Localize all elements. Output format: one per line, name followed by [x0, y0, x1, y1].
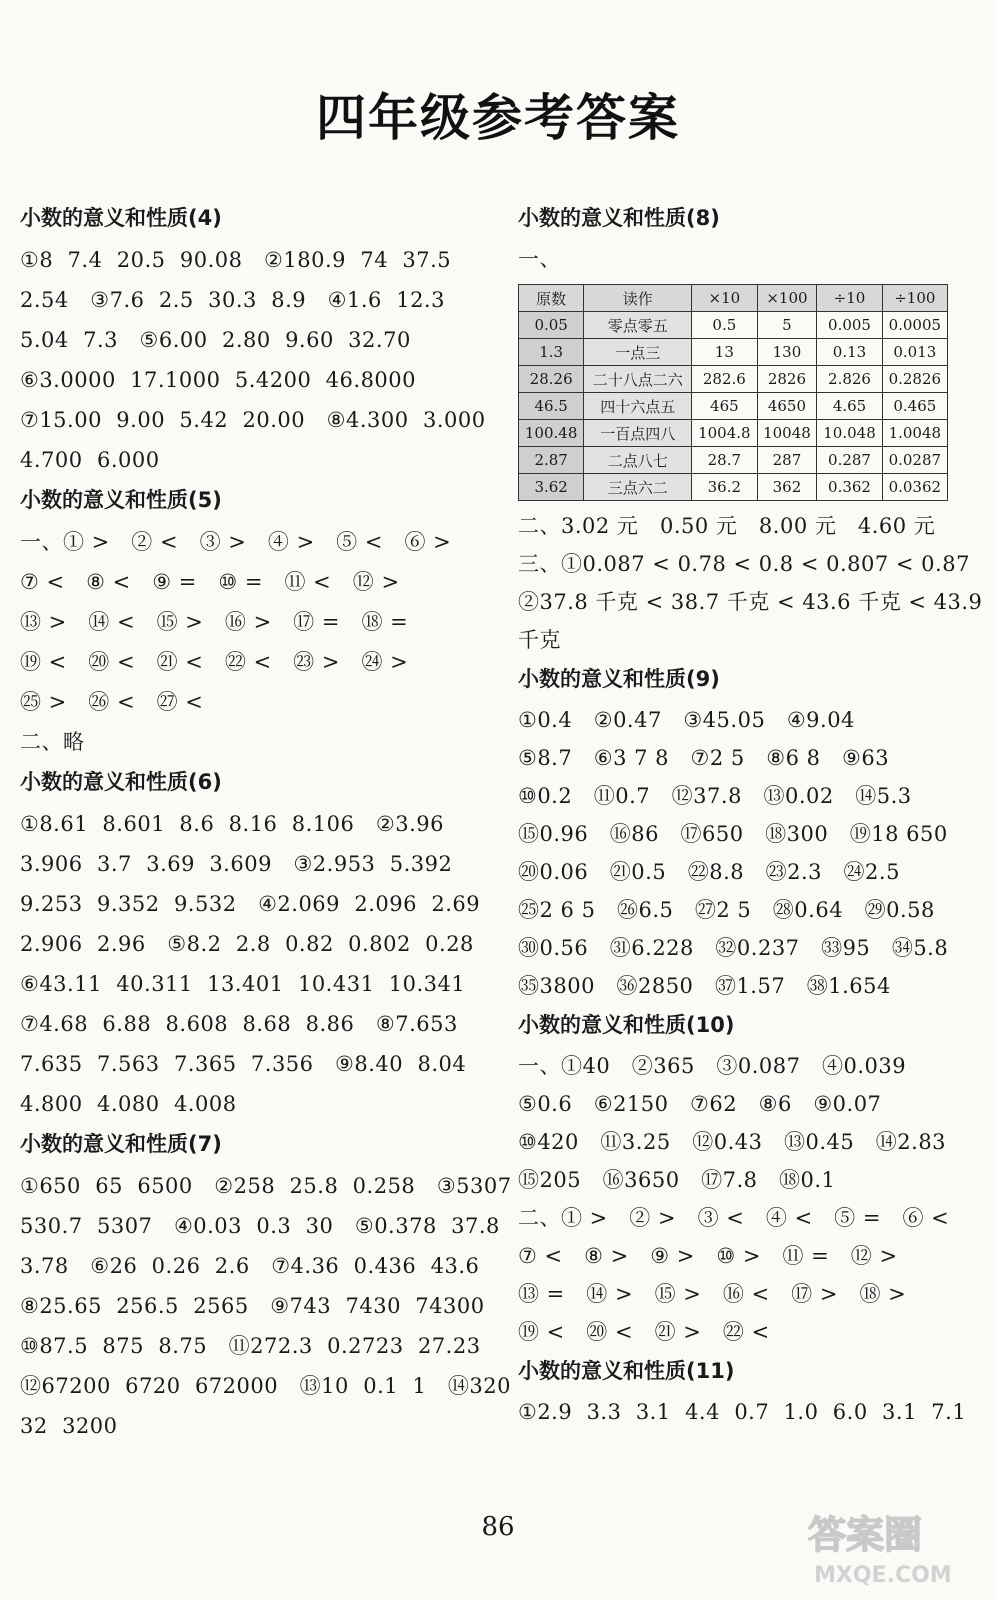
- table-cell: 0.05: [519, 312, 584, 339]
- answer-line: ②37.8 千克 < 38.7 千克 < 43.6 千克 < 43.9: [518, 590, 983, 614]
- right-sections: [518, 663, 978, 1431]
- answer-line: 32 3200: [20, 1414, 118, 1438]
- table-cell: 四十六点五: [584, 393, 692, 420]
- table-row: [519, 312, 948, 339]
- answer-line: ⑥43.11 40.311 13.401 10.431 10.341: [20, 972, 466, 996]
- answer-line: 3.906 3.7 3.69 3.609 ③2.953 5.392: [20, 852, 453, 876]
- part-label: 一、: [518, 247, 561, 271]
- table-header-row: [519, 285, 948, 312]
- table-cell: 0.13: [817, 339, 882, 366]
- table-cell: 2.87: [519, 447, 584, 474]
- section-heading: 小数的意义和性质(11): [518, 1359, 735, 1383]
- answer-line: ⑬ > ⑭ < ⑮ > ⑯ > ⑰ = ⑱ =: [20, 610, 409, 634]
- answer-line: 千克: [518, 628, 561, 652]
- table-cell: 100.48: [519, 420, 584, 447]
- section-heading: 小数的意义和性质(6): [20, 770, 222, 794]
- table-row: [519, 420, 948, 447]
- table-cell: 10048: [757, 420, 817, 447]
- answer-line: ①650 65 6500 ②258 25.8 0.258 ③5307: [20, 1174, 512, 1198]
- table-cell: 0.0362: [882, 474, 947, 501]
- table-cell: 1.0048: [882, 420, 947, 447]
- table-followup: [518, 507, 983, 659]
- table-cell: 三点六二: [584, 474, 692, 501]
- table-cell: 0.362: [817, 474, 882, 501]
- answer-line: ⑥3.0000 17.1000 5.4200 46.8000: [20, 368, 417, 392]
- table-header-cell: ×10: [692, 285, 757, 312]
- table-cell: 362: [757, 474, 817, 501]
- table-cell: 二十八点二六: [584, 366, 692, 393]
- answer-line: 2.906 2.96 ⑤8.2 2.8 0.82 0.802 0.28: [20, 932, 474, 956]
- answer-line: 二、略: [20, 730, 85, 754]
- table-cell: 1.3: [519, 339, 584, 366]
- watermark-text-url: MXQE.COM: [814, 1563, 952, 1588]
- answer-line: ⑩87.5 875 8.75 ⑪272.3 0.2723 27.23: [20, 1334, 481, 1358]
- answer-line: 一、①40 ②365 ③0.087 ④0.039: [518, 1054, 907, 1078]
- section-heading: 小数的意义和性质(9): [518, 667, 720, 691]
- section-heading: 小数的意义和性质(8): [518, 206, 720, 230]
- answer-line: ⑦4.68 6.88 8.608 8.68 8.86 ⑧7.653: [20, 1012, 458, 1036]
- table-row: [519, 474, 948, 501]
- table-cell: 0.287: [817, 447, 882, 474]
- answer-line: 一、① > ② < ③ > ④ > ⑤ < ⑥ >: [20, 530, 452, 554]
- answer-line: 三、①0.087 < 0.78 < 0.8 < 0.807 < 0.87: [518, 552, 970, 576]
- section-heading: 小数的意义和性质(4): [20, 206, 222, 230]
- table-header-cell: ÷10: [817, 285, 882, 312]
- watermark-text-cn: 答案圈: [808, 1513, 923, 1557]
- answer-line: ㉟3800 ㊱2850 ㊲1.57 ㊳1.654: [518, 974, 891, 998]
- table-cell: 28.7: [692, 447, 757, 474]
- answer-line: ⑦15.00 9.00 5.42 20.00 ⑧4.300 3.000: [20, 408, 486, 432]
- answer-line: ⑲ < ⑳ < ㉑ < ㉒ < ㉓ > ㉔ >: [20, 650, 409, 674]
- table-cell: 28.26: [519, 366, 584, 393]
- answer-line: 530.7 5307 ④0.03 0.3 30 ⑤0.378 37.8: [20, 1214, 500, 1238]
- answer-line: 4.700 6.000: [20, 448, 160, 472]
- table-cell: 5: [757, 312, 817, 339]
- answer-line: ①2.9 3.3 3.1 4.4 0.7 1.0 6.0 3.1 7.1: [518, 1400, 967, 1424]
- table-cell: 0.2826: [882, 366, 947, 393]
- answer-line: ⑧25.65 256.5 2565 ⑨743 7430 74300: [20, 1294, 485, 1318]
- answer-line: ㉕ > ㉖ < ㉗ <: [20, 690, 204, 714]
- table-body: [519, 312, 948, 501]
- table-cell: 2.826: [817, 366, 882, 393]
- table-cell: 一点三: [584, 339, 692, 366]
- answer-line: 2.54 ③7.6 2.5 30.3 8.9 ④1.6 12.3: [20, 288, 445, 312]
- answer-line: 4.800 4.080 4.008: [20, 1092, 237, 1116]
- page-number: 86: [481, 1512, 515, 1542]
- right-column: [518, 198, 983, 1431]
- table-cell: 0.0005: [882, 312, 947, 339]
- table-cell: 130: [757, 339, 817, 366]
- table-cell: 一百点四八: [584, 420, 692, 447]
- answer-line: ⑤8.7 ⑥3 7 8 ⑦2 5 ⑧6 8 ⑨63: [518, 746, 890, 770]
- table-cell: 二点八七: [584, 447, 692, 474]
- answer-line: ㉕2 6 5 ㉖6.5 ㉗2 5 ㉘0.64 ㉙0.58: [518, 898, 935, 922]
- table-header-cell: ×100: [757, 285, 817, 312]
- answer-line: 二、① > ② > ③ < ④ < ⑤ = ⑥ <: [518, 1206, 950, 1230]
- answer-line: ⑩420 ⑪3.25 ⑫0.43 ⑬0.45 ⑭2.83: [518, 1130, 947, 1154]
- section-heading: 小数的意义和性质(10): [518, 1013, 735, 1037]
- table-row: [519, 393, 948, 420]
- answer-line: ⑲ < ⑳ < ㉑ > ㉒ <: [518, 1320, 770, 1344]
- watermark-svg: [800, 1500, 980, 1590]
- answer-line: ⑩0.2 ⑪0.7 ⑫37.8 ⑬0.02 ⑭5.3: [518, 784, 912, 808]
- answer-line: ⑦ < ⑧ < ⑨ = ⑩ = ⑪ < ⑫ >: [20, 570, 400, 594]
- table-row: [519, 366, 948, 393]
- table-cell: 3.62: [519, 474, 584, 501]
- table-cell: 4.65: [817, 393, 882, 420]
- answer-table-wrapper: [518, 284, 978, 501]
- table-row: [519, 447, 948, 474]
- answer-line: ⑮205 ⑯3650 ⑰7.8 ⑱0.1: [518, 1168, 836, 1192]
- table-cell: 4650: [757, 393, 817, 420]
- table-cell: 零点零五: [584, 312, 692, 339]
- answer-line: ⑮0.96 ⑯86 ⑰650 ⑱300 ⑲18 650: [518, 822, 948, 846]
- answer-line: ①8 7.4 20.5 90.08 ②180.9 74 37.5: [20, 248, 452, 272]
- table-cell: 1004.8: [692, 420, 757, 447]
- table-cell: 46.5: [519, 393, 584, 420]
- table-cell: 0.013: [882, 339, 947, 366]
- answer-line: ⑤0.6 ⑥2150 ⑦62 ⑧6 ⑨0.07: [518, 1092, 882, 1116]
- answer-line: ⑫67200 6720 672000 ⑬10 0.1 1 ⑭320: [20, 1374, 511, 1398]
- table-cell: 465: [692, 393, 757, 420]
- answer-line: ⑳0.06 ㉑0.5 ㉒8.8 ㉓2.3 ㉔2.5: [518, 860, 900, 884]
- table-cell: 36.2: [692, 474, 757, 501]
- answer-line: 3.78 ⑥26 0.26 2.6 ⑦4.36 0.436 43.6: [20, 1254, 480, 1278]
- watermark-logo: [800, 1500, 980, 1590]
- table-cell: 0.5: [692, 312, 757, 339]
- answer-line: 5.04 7.3 ⑤6.00 2.80 9.60 32.70: [20, 328, 411, 352]
- table-cell: 13: [692, 339, 757, 366]
- answer-line: ①8.61 8.601 8.6 8.16 8.106 ②3.96: [20, 812, 444, 836]
- page-title: 四年级参考答案: [316, 89, 680, 147]
- answer-line: ⑦ < ⑧ > ⑨ > ⑩ > ⑪ = ⑫ >: [518, 1244, 898, 1268]
- answer-line: ①0.4 ②0.47 ③45.05 ④9.04: [518, 708, 855, 732]
- table-cell: 0.465: [882, 393, 947, 420]
- section-heading: 小数的意义和性质(5): [20, 488, 222, 512]
- section-heading: 小数的意义和性质(7): [20, 1132, 222, 1156]
- answer-line: 二、3.02 元 0.50 元 8.00 元 4.60 元: [518, 514, 936, 538]
- table-cell: 0.0287: [882, 447, 947, 474]
- answer-line: ㉚0.56 ㉛6.228 ㉜0.237 ㉝95 ㉞5.8: [518, 936, 949, 960]
- left-column: [20, 198, 512, 1446]
- answer-line: 9.253 9.352 9.532 ④2.069 2.096 2.69: [20, 892, 481, 916]
- table-header-cell: 读作: [584, 285, 692, 312]
- table-header-cell: 原数: [519, 285, 584, 312]
- table-cell: 10.048: [817, 420, 882, 447]
- table-cell: 287: [757, 447, 817, 474]
- table-header-cell: ÷100: [882, 285, 947, 312]
- table-cell: 2826: [757, 366, 817, 393]
- table-cell: 282.6: [692, 366, 757, 393]
- table-cell: 0.005: [817, 312, 882, 339]
- answer-table: [518, 284, 948, 501]
- answer-line: 7.635 7.563 7.365 7.356 ⑨8.40 8.04: [20, 1052, 467, 1076]
- answer-line: ⑬ = ⑭ > ⑮ > ⑯ < ⑰ > ⑱ >: [518, 1282, 907, 1306]
- table-row: [519, 339, 948, 366]
